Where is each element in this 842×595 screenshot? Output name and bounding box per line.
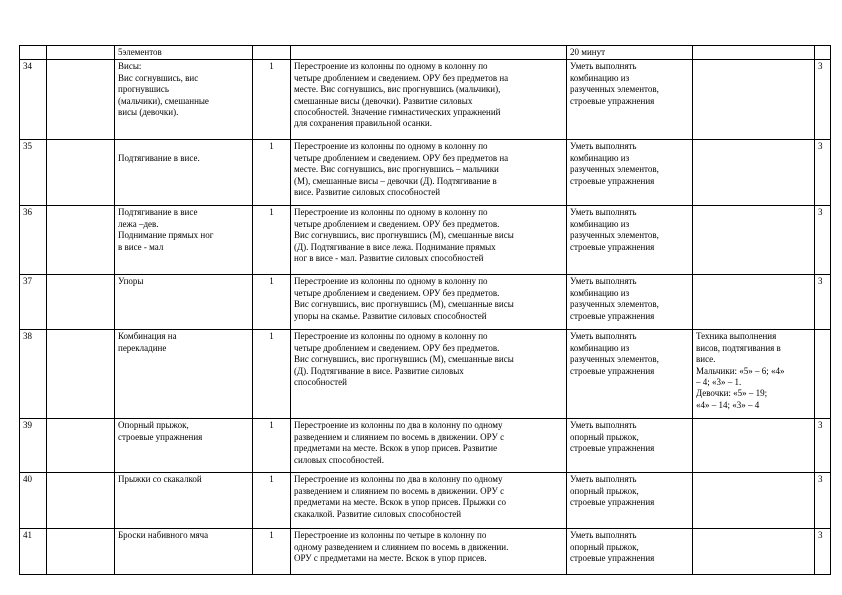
hours-value: 1 [269, 61, 274, 72]
content-cell [291, 275, 567, 330]
hours-value: 1 [269, 141, 274, 152]
blank-cell [47, 140, 115, 206]
lesson-number: 36 [23, 207, 32, 218]
content-line: (Д). Подтягивание в висе лежа. Поднимание прямых [294, 241, 496, 252]
content-line: висе. Развитие силовых способностей [294, 187, 441, 198]
content-line: Перестроение из колонны по одному в колонну по [294, 207, 488, 218]
lesson-number-cell [20, 473, 47, 529]
topic-line: перекладине [118, 342, 167, 353]
lesson-number: 35 [23, 141, 32, 152]
content-line: месте. Вис согнувшись, вис прогнувшись (мальчики), [294, 84, 501, 95]
topic-line: Подтягивание в висе. [118, 152, 200, 163]
grade-cell [815, 473, 831, 529]
requirements-cell [567, 473, 693, 529]
topic-cell [115, 206, 253, 275]
content-line: Перестроение из колонны по одному в колонну по [294, 276, 488, 287]
topic-line: прогнувшись [118, 84, 169, 95]
lesson-number: 34 [23, 61, 32, 72]
requirements-line: строевые упражнения [570, 241, 655, 252]
grade-cell [815, 46, 831, 60]
grade-cell [815, 275, 831, 330]
content-line: четыре дроблением и сведением. ОРУ без предметов. [294, 287, 500, 298]
blank-cell [47, 275, 115, 330]
content-line: Перестроение из колонны по одному в колонну по [294, 331, 488, 342]
grade-cell [815, 140, 831, 206]
requirements-line: разученных элементов, [570, 84, 659, 95]
lesson-number-cell [20, 140, 47, 206]
table-row [20, 419, 831, 473]
requirements-line: строевые упражнения [570, 95, 655, 106]
content-line: разведением и слиянием по восемь в движении. ОРУ с [294, 485, 505, 496]
requirements-cell [567, 275, 693, 330]
content-line: (М), смешанные висы – девочки (Д). Подтягивание в [294, 175, 497, 186]
requirements-line: строевые упражнения [570, 553, 655, 564]
grade-value: 3 [818, 474, 823, 485]
requirements-line: Уметь выполнять [570, 530, 637, 541]
grade-value: 3 [818, 530, 823, 541]
hours-cell [253, 419, 291, 473]
table-row [20, 275, 831, 330]
hours-cell [253, 330, 291, 419]
hours-cell [253, 275, 291, 330]
control-cell [693, 419, 815, 473]
table-row [20, 529, 831, 575]
requirements-cell [567, 60, 693, 140]
control-line: висе. [696, 354, 716, 365]
content-cell [291, 60, 567, 140]
hours-cell [253, 140, 291, 206]
content-cell [291, 206, 567, 275]
topic-text: 5элементов [118, 47, 162, 57]
content-cell [291, 473, 567, 529]
content-line: Перестроение из колонны по четыре в колонну по [294, 530, 487, 541]
content-cell [291, 330, 567, 419]
requirements-line: Уметь выполнять [570, 276, 637, 287]
table-row [20, 206, 831, 275]
lesson-number: 37 [23, 276, 32, 287]
topic-cell [115, 46, 253, 60]
content-line: скакалкой. Развитие силовых способностей [294, 508, 462, 519]
blank-cell [47, 473, 115, 529]
content-line: месте. Вис согнувшись, вис прогнувшись – мальчики [294, 164, 499, 175]
content-line: разведением и слиянием по восемь в движении. ОРУ с [294, 431, 505, 442]
topic-line: Опорный прыжок, [118, 420, 189, 431]
topic-line: Поднимание прямых ног [118, 230, 214, 241]
num-cell [20, 46, 47, 60]
blank-cell [47, 529, 115, 575]
blank-cell [47, 46, 115, 60]
requirements-line: Уметь выполнять [570, 420, 637, 431]
grade-value: 3 [818, 61, 823, 72]
control-line: Девочки: «5» – 19; [696, 388, 768, 399]
control-line: висов, подтягивания в [696, 342, 781, 353]
topic-cell [115, 473, 253, 529]
topic-cell [115, 529, 253, 575]
topic-line: Прыжки со скакалкой [118, 474, 202, 485]
requirements-line: Уметь выполнять [570, 331, 637, 342]
table-row [20, 60, 831, 140]
requirements-line: разученных элементов, [570, 164, 659, 175]
content-line: силовых способностей. [294, 454, 384, 465]
control-cell [693, 60, 815, 140]
blank-cell [47, 206, 115, 275]
control-line: «4» – 14; «3» – 4 [696, 399, 760, 410]
content-line: для сохранения правильной осанки. [294, 118, 432, 129]
hours-cell [253, 529, 291, 575]
content-line: Вис согнувшись, вис прогнувшись (М), смешанные висы [294, 299, 514, 310]
topic-cell [115, 330, 253, 419]
lesson-number: 41 [23, 530, 32, 541]
control-cell [693, 46, 815, 60]
content-line: предметами на месте. Вскок в упор присев. Развитие [294, 443, 498, 454]
content-line: смешанные висы (девочки). Развитие силовых [294, 95, 473, 106]
requirements-line: строевые упражнения [570, 365, 655, 376]
content-line: Вис согнувшись, вис прогнувшись (М), смешанные висы [294, 354, 514, 365]
content-line: четыре дроблением и сведением. ОРУ без предметов. [294, 218, 500, 229]
requirements-line: комбинацию из [570, 342, 630, 353]
topic-line [118, 141, 249, 152]
topic-line: лежа –дев. [118, 218, 159, 229]
lesson-number-cell [20, 60, 47, 140]
hours-value: 1 [269, 276, 274, 287]
requirements-line: строевые упражнения [570, 310, 655, 321]
grade-cell [815, 330, 831, 419]
topic-line: (мальчики), смешанные [118, 95, 209, 106]
topic-line: Упоры [118, 276, 144, 287]
lesson-number-cell [20, 529, 47, 575]
hours-value: 1 [269, 530, 274, 541]
lesson-number: 38 [23, 331, 32, 342]
topic-line: висы (девочки). [118, 107, 179, 118]
requirements-line: Уметь выполнять [570, 61, 637, 72]
table-row [20, 473, 831, 529]
control-cell [693, 473, 815, 529]
topic-cell [115, 60, 253, 140]
content-line: ОРУ с предметами на месте. Вскок в упор присев. [294, 553, 487, 564]
control-cell [693, 140, 815, 206]
requirements-line: разученных элементов, [570, 230, 659, 241]
control-line: Мальчики: «5» – 6; «4» [696, 365, 785, 376]
hours-cell [253, 46, 291, 60]
content-line: одному разведением и слиянием по восемь в движении. [294, 541, 509, 552]
blank-cell [47, 330, 115, 419]
requirements-text: 20 минут [570, 47, 606, 57]
control-cell [693, 206, 815, 275]
control-line: Техника выполнения [696, 331, 777, 342]
lesson-number-cell [20, 275, 47, 330]
topic-line: в висе - мал [118, 241, 164, 252]
lesson-number-cell [20, 419, 47, 473]
requirements-cell [567, 419, 693, 473]
requirements-line: опорный прыжок, [570, 541, 639, 552]
grade-value: 3 [818, 420, 823, 431]
content-line: ног в висе - мал. Развитие силовых способностей [294, 253, 484, 264]
content-line: четыре дроблением и сведением. ОРУ без предметов. [294, 342, 500, 353]
content-line: способностей. Значение гимнастических упражнений [294, 107, 501, 118]
control-cell [693, 330, 815, 419]
content-line: (Д). Подтягивание в висе. Развитие силовых [294, 365, 464, 376]
content-cell [291, 419, 567, 473]
topic-line: Подтягивание в висе [118, 207, 198, 218]
grade-cell [815, 419, 831, 473]
topic-line: Броски набивного мяча [118, 530, 209, 541]
blank-cell [47, 60, 115, 140]
topic-cell [115, 275, 253, 330]
lesson-number: 40 [23, 474, 32, 485]
requirements-line: Уметь выполнять [570, 474, 637, 485]
content-cell [291, 529, 567, 575]
requirements-line: комбинацию из [570, 72, 630, 83]
lesson-number-cell [20, 206, 47, 275]
topic-cell [115, 140, 253, 206]
content-line: Вис согнувшись, вис прогнувшись (М), смешанные висы [294, 230, 514, 241]
content-line: способностей [294, 377, 347, 388]
requirements-line: строевые упражнения [570, 443, 655, 454]
blank-cell [47, 419, 115, 473]
requirements-line: разученных элементов, [570, 354, 659, 365]
requirements-line: строевые упражнения [570, 175, 655, 186]
requirements-cell [567, 140, 693, 206]
topic-cell [115, 419, 253, 473]
content-cell [291, 140, 567, 206]
requirements-cell [567, 46, 693, 60]
grade-cell [815, 206, 831, 275]
requirements-cell [567, 330, 693, 419]
grade-cell [815, 60, 831, 140]
grade-cell [815, 529, 831, 575]
hours-value: 1 [269, 420, 274, 431]
lesson-plan-table [19, 45, 831, 575]
table-row [20, 140, 831, 206]
topic-line: строевые упражнения [118, 431, 203, 442]
topic-line: Комбинация на [118, 331, 177, 342]
content-cell [291, 46, 567, 60]
lesson-number: 39 [23, 420, 32, 431]
table-row [20, 330, 831, 419]
hours-cell [253, 60, 291, 140]
requirements-line: опорный прыжок, [570, 485, 639, 496]
content-line: Перестроение из колонны по два в колонну по одному [294, 474, 503, 485]
content-line: упоры на скамье. Развитие силовых способностей [294, 310, 487, 321]
requirements-cell [567, 206, 693, 275]
requirements-cell [567, 529, 693, 575]
table-header-row [20, 46, 831, 60]
content-line: Перестроение из колонны по два в колонну по одному [294, 420, 503, 431]
requirements-line: комбинацию из [570, 218, 630, 229]
requirements-line: строевые упражнения [570, 497, 655, 508]
control-cell [693, 275, 815, 330]
requirements-line: опорный прыжок, [570, 431, 639, 442]
control-cell [693, 529, 815, 575]
content-line: четыре дроблением и сведением. ОРУ без предметов на [294, 72, 509, 83]
requirements-line: комбинацию из [570, 152, 630, 163]
requirements-line: разученных элементов, [570, 299, 659, 310]
content-line: предметами на месте. Вскок в упор присев. Прыжки со [294, 497, 506, 508]
grade-value: 3 [818, 207, 823, 218]
hours-value: 1 [269, 331, 274, 342]
topic-line: Висы: [118, 61, 142, 72]
grade-value: 3 [818, 141, 823, 152]
requirements-line: Уметь выполнять [570, 141, 637, 152]
topic-line: Вис согнувшись, вис [118, 72, 199, 83]
hours-value: 1 [269, 207, 274, 218]
control-line: – 4; «3» – 1. [696, 377, 742, 388]
hours-value: 1 [269, 474, 274, 485]
hours-cell [253, 206, 291, 275]
grade-value: 3 [818, 276, 823, 287]
hours-cell [253, 473, 291, 529]
requirements-line: Уметь выполнять [570, 207, 637, 218]
content-line: Перестроение из колонны по одному в колонну по [294, 141, 488, 152]
content-line: четыре дроблением и сведением. ОРУ без предметов на [294, 152, 509, 163]
requirements-line: комбинацию из [570, 287, 630, 298]
lesson-number-cell [20, 330, 47, 419]
content-line: Перестроение из колонны по одному в колонну по [294, 61, 488, 72]
